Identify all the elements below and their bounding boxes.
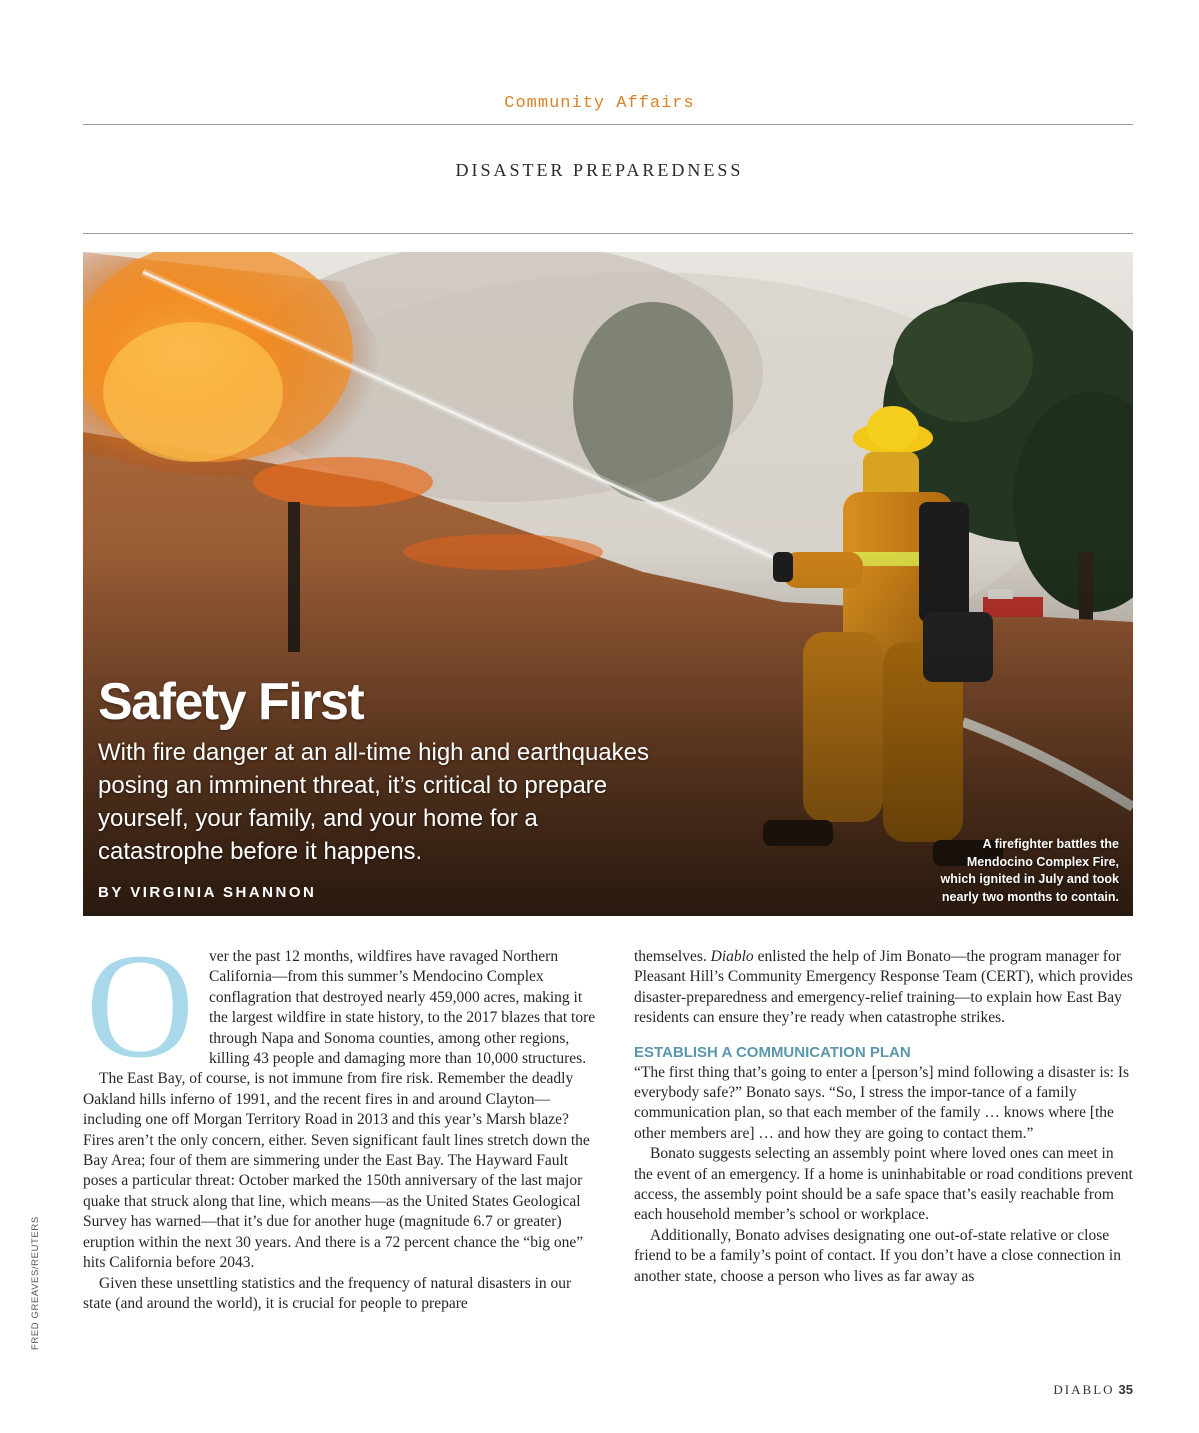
photo-caption: A firefighter battles the Mendocino Complex Fire, which ignited in July and took nearly two months to contain. (940, 837, 1119, 904)
section-label: Community Affairs (504, 94, 695, 113)
article-column-right (634, 947, 1134, 1287)
page-number: 35 (1118, 1382, 1133, 1397)
department-rule (83, 233, 1133, 234)
header-rule (83, 124, 1133, 125)
article-column-left (83, 923, 600, 1314)
dek: With fire danger at an all-time high and earthquakes posing an imminent threat, it’s critical to prepare yourself, your family, and your home for a catastrophe before it happens. (98, 739, 649, 865)
article-paragraph: Additionally, Bonato advises designating one out-of-state relative or close friend to be a family’s point of contact. If you don’t have a close connection in another state, choose a person who lives as far away as (634, 1226, 1121, 1285)
article-paragraph: Over the past 12 months, wildfires have ravaged Northern California—from this summer’s Mendocino Complex conflagration that destroyed nearly 459,000 acres, making it the largest wildfire in state history, to the 2017 blazes that tore through Napa and Sonoma counties, among other regions, killing 43 people and damaging more than 10,000 structures. (83, 947, 600, 1069)
folio (1053, 1382, 1133, 1398)
article-paragraph: “The first thing that’s going to enter a [person’s] mind following a disaster is: Is everybody safe?” Bonato says. “So, I stress the impor-tance of a family communication plan, so that each member of the family … knows where [the other members are] … and how they are going to contact them.” (634, 1063, 1130, 1142)
photo-credit: FRED GREAVES/REUTERS (30, 1216, 41, 1350)
article-paragraph: Given these unsettling statistics and the frequency of natural disasters in our state (and around the world), it is crucial for people to prepare (83, 1274, 572, 1312)
article-paragraph: themselves. Diablo enlisted the help of Jim Bonato—the program manager for Pleasant Hill’s Community Emergency Response Team (CERT), which provides disaster-preparedness and emergency-relief training—to explain how East Bay residents can ensure they’re ready when catastrophe strikes. (634, 948, 1133, 1027)
article-paragraph: Bonato suggests selecting an assembly point where loved ones can meet in the event of an emergency. If a home is uninhabitable or road conditions prevent access, the assembly point should be a safe space that’s easily reachable from each household member’s school or workplace. (634, 1145, 1133, 1224)
headline: Safety First (98, 673, 364, 731)
magazine-name: DIABLO (1053, 1382, 1115, 1397)
section-subhead: ESTABLISH A COMMUNICATION PLAN (634, 1043, 911, 1061)
drop-cap: O (85, 923, 195, 1089)
hero-photo (83, 252, 1133, 916)
byline: BY VIRGINIA SHANNON (98, 884, 317, 901)
department-title: DISASTER PREPAREDNESS (455, 160, 744, 180)
article-paragraph: The East Bay, of course, is not immune from fire risk. Remember the deadly Oakland hills inferno of 1991, and the recent fires in and around Clayton—including one off Morgan Territory Road in 2013 and this year’s Marsh blaze? Fires aren’t the only concern, either. Seven significant fault lines stretch down the Bay Area; four of them are simmering under the East Bay. The Hayward Fault poses a particular threat: October marked the 150th anniversary of the last major quake that struck along that line, which means—as the United States Geological Survey has warned—that it’s due for another huge (magnitude 6.7 or greater) eruption within the next 30 years. And there is a 72 percent chance the “big one” hits California before 2043. (83, 1070, 590, 1272)
